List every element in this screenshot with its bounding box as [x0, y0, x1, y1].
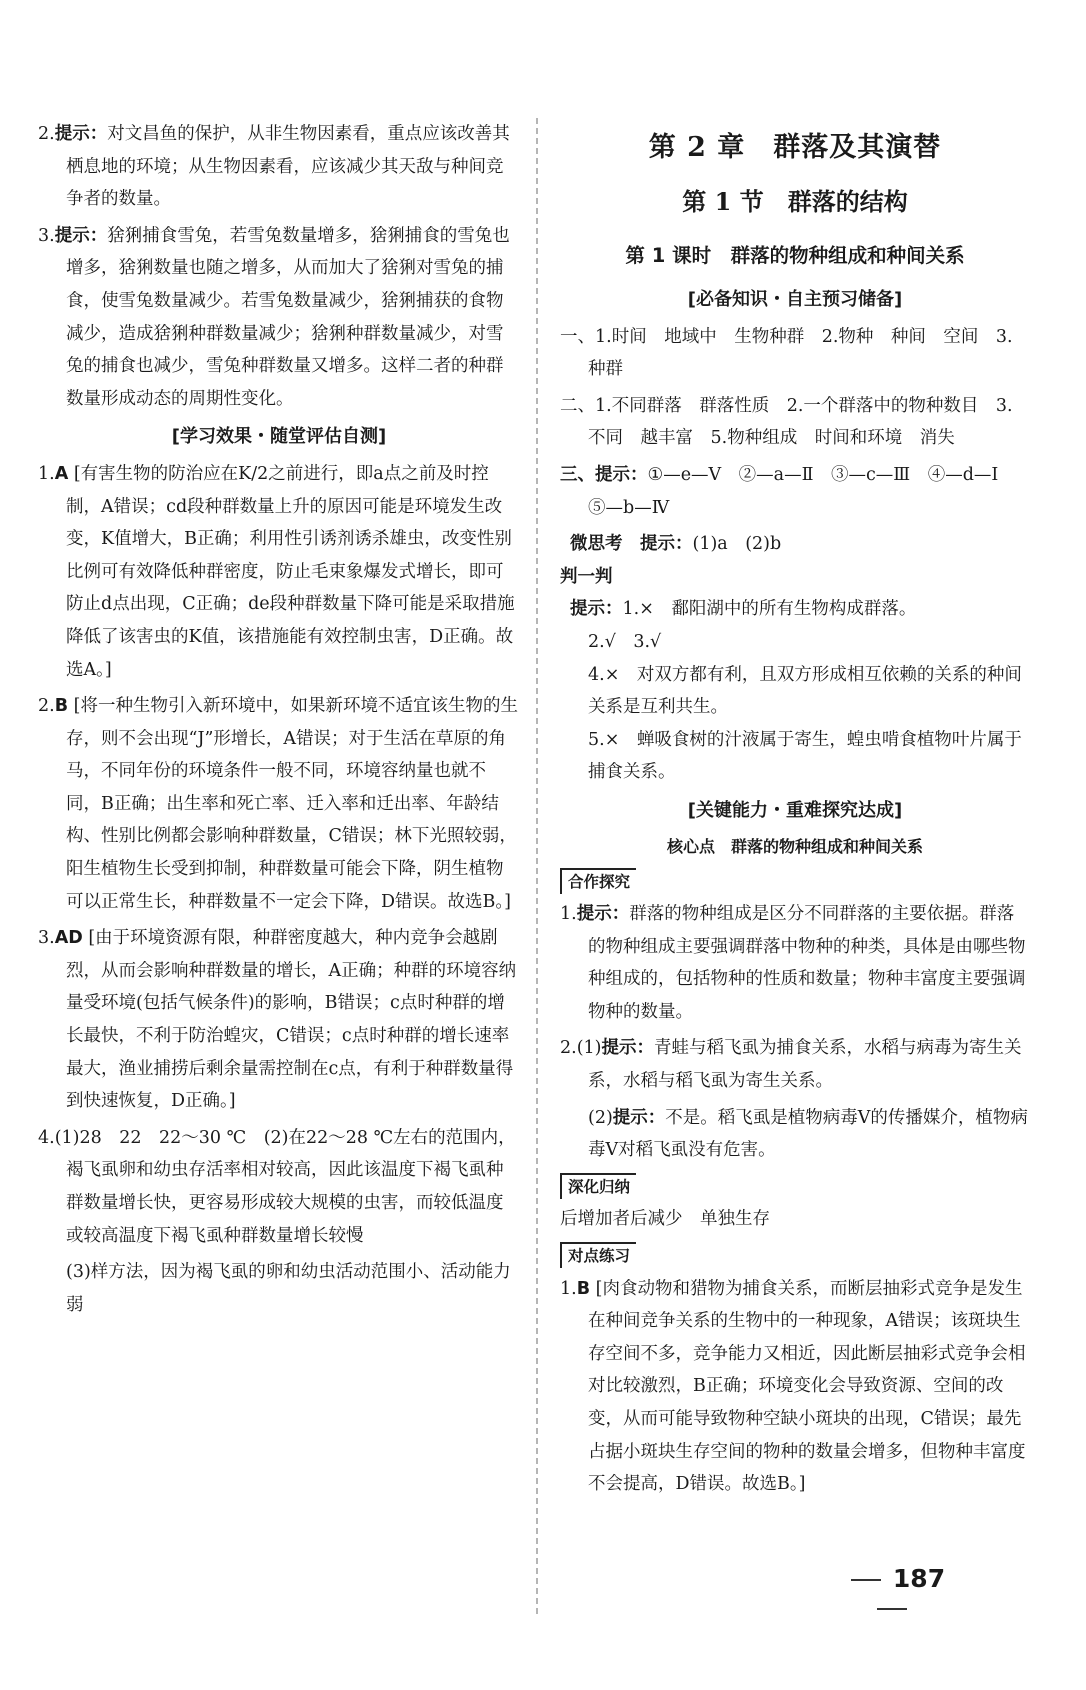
answer-item: 1.提示：群落的物种组成是区分不同群落的主要依据。群落的物种组成主要强调群落中物种的种类，具体是由哪些物种组成的，包括物种的性质和数量；物种丰富度主要强调物种的数量。: [560, 904, 1026, 1022]
think-line: 微思考 提示：(1)a (2)b: [570, 534, 782, 555]
answer-item: 2.(1)提示：青蛙与稻飞虱为捕食关系，水稻与病毒为寄生关系，水稻与稻飞虱为寄生关系。: [560, 1038, 1022, 1092]
answer-subitem: (3)样方法，因为褐飞虱的卵和幼虫活动范围小、活动能力弱: [66, 1262, 511, 1315]
core-point-title: 核心点 群落的物种组成和种间关系: [666, 836, 923, 856]
answer-item: 1.B [肉食动物和猎物为捕食关系，而断层抽彩式竞争是发生在种间竞争关系的生物中的一种现象，A错误；该斑块生存空间不多，竞争能力又相近，因此断层抽彩式竞争会相对比较激烈，B正确；环境变化会导致资源、空间的改变，从而可能导致物种空缺小斑块的出现，C错误；最先占据小斑块生存空间的物种的数量会增多，但物种丰富度不会提高，D错误。故选B。]: [560, 1278, 1026, 1495]
page-number: 187: [812, 1564, 972, 1622]
lesson-title: 第 1 课时 群落的物种组成和种间关系: [625, 244, 965, 267]
section-heading: [学习效果・随堂评估自测]: [171, 426, 387, 448]
left-column: [38, 118, 520, 1321]
judge-line: 5.× 蝉吸食树的汁液属于寄生，蝗虫啃食植物叶片属于捕食关系。: [588, 729, 1022, 783]
answer-item: 一、1.时间 地域中 生物种群 2.物种 种间 空间 3.种群: [560, 326, 1013, 380]
answer-item: 3.AD [由于环境资源有限，种群密度越大，种内竞争会越剧烈，从而会影响种群数量的增长，A正确；种群的环境容纳量受环境(包括气候条件)的影响，B错误；c点时种群的增长最快，不利于防治蝗灾，C错误；c点时种群的增长速率最大，渔业捕捞后剩余量需控制在c点，有利于种群数量得到快速恢复，D正确。]: [38, 928, 517, 1112]
tag-practice: 对点练习: [560, 1242, 636, 1268]
section-heading: [必备知识・自主预习储备]: [687, 289, 903, 310]
tag-summary: 深化归纳: [560, 1173, 636, 1199]
answer-item: 三、提示：①—e—Ⅴ ②—a—Ⅱ ③—c—Ⅲ ④—d—Ⅰ ⑤—b—Ⅳ: [560, 464, 1016, 518]
summary-line: 后增加者后减少 单独生存: [560, 1209, 770, 1230]
judge-line: 提示：1.× 鄱阳湖中的所有生物构成群落。: [570, 599, 917, 620]
column-divider: [536, 118, 538, 1614]
answer-item: 2.B [将一种生物引入新环境中，如果新环境不适宜该生物的生存，则不会出现“J”形增长，A错误；对于生活在草原的角马，不同年份的环境条件一般不同，环境容纳量也就不同，B正确；出生率和死亡率、迁入率和迁出率、年龄结构、性别比例都会影响种群数量，C错误；林下光照较弱，阳生植物生长受到抑制，种群数量可能会下降，阴生植物可以正常生长，种群数量不一定会下降，D错误。故选B。]: [38, 696, 518, 912]
tag-cooperate: 合作探究: [560, 868, 636, 894]
answer-item: 4.(1)28 22 22～30 ℃ (2)在22～28 ℃左右的范围内，褐飞虱卵和幼虫存活率相对较高，因此该温度下褐飞虱种群数量增长快，更容易形成较大规模的虫害，而较低温度或较高温度下褐飞虱种群数量增长较慢: [38, 1127, 516, 1246]
answer-item: 1.A [有害生物的防治应在K/2之前进行，即a点之前及时控制，A错误；cd段种群数量上升的原因可能是环境发生改变，K值增大，B正确；利用性引诱剂诱杀雄虫，改变性别比例可有效降低种群密度，防止毛束象爆发式增长，即可防止d点出现，C正确；de段种群数量下降可能是采取措施降低了该害虫的K值，该措施能有效控制虫害，D正确。故选A。]: [38, 463, 515, 680]
section-title: 第 1 节 群落的结构: [682, 187, 908, 216]
judge-line: 4.× 对双方都有利，且双方形成相互依赖的关系的种间关系是互利共生。: [588, 664, 1022, 718]
judge-line: 2.√ 3.√: [588, 631, 662, 652]
section-heading: [关键能力・重难探究达成]: [687, 799, 903, 821]
answer-item: 2.提示：对文昌鱼的保护，从非生物因素看，重点应该改善其栖息地的环境；从生物因素看，应该减少其天敌与种间竞争者的数量。: [38, 124, 510, 210]
answer-subitem: (2)提示：不是。稻飞虱是植物病毒Ⅴ的传播媒介，植物病毒Ⅴ对稻飞虱没有危害。: [588, 1107, 1028, 1161]
answer-item: 二、1.不同群落 群落性质 2.一个群落中的物种数目 3.不同 越丰富 5.物种组成 时间和环境 消失: [560, 395, 1013, 449]
right-column: [560, 118, 1030, 1505]
chapter-title: 第 2 章 群落及其演替: [648, 132, 942, 163]
judge-title: 判一判: [560, 566, 613, 587]
answer-item: 3.提示：猞猁捕食雪兔，若雪兔数量增多，猞猁捕食的雪兔也增多，猞猁数量也随之增多，从而加大了猞猁对雪兔的捕食，使雪兔数量减少。若雪兔数量减少，猞猁捕获的食物减少，造成猞猁种群数量减少；猞猁种群数量减少，对雪兔的捕食也减少，雪兔种群数量又增多。这样二者的种群数量形成动态的周期性变化。: [38, 225, 510, 409]
